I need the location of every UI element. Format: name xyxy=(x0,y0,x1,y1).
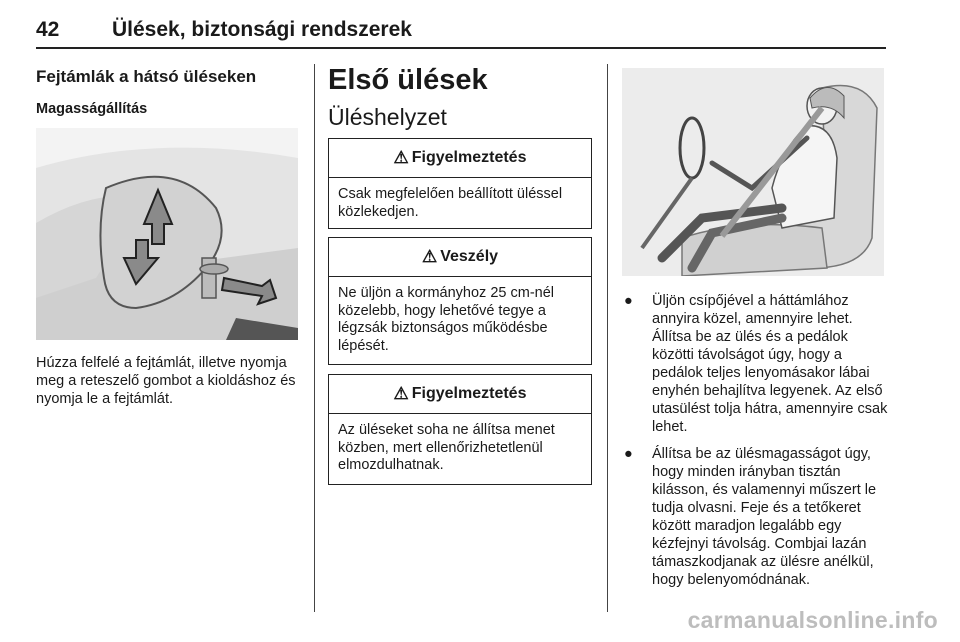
warning-box-2 xyxy=(328,374,592,485)
headrest-illustration xyxy=(36,128,298,340)
column-divider-right xyxy=(607,64,608,612)
seat-position-bullets xyxy=(622,292,888,598)
watermark: carmanualsonline.info xyxy=(687,607,938,633)
warning-box-1-text: Csak megfelelően beállított üléssel közlekedjen. xyxy=(338,186,563,220)
section-title: Fejtámlák a hátsó üléseken xyxy=(36,67,257,86)
warning-triangle-icon: ⚠ xyxy=(393,384,409,403)
subsection-title: Magasságállítás xyxy=(36,101,148,117)
warning-heading-label: Figyelmeztetés xyxy=(411,149,527,166)
list-item-text: Üljön csípőjével a háttámlához annyira közel, amennyire lehet. Állítsa be az ülés és a pedálok közötti távolságot úgy, hogy a pedálok teljes lenyomásakor lábai enyhén behajlítva legyenek. Az első utasülést tolja hátra, amennyire csak lehet. xyxy=(652,293,888,435)
list-item-text: Állítsa be az ülésmagasságot úgy, hogy minden irányban tisztán kilásson, és valamennyi műszert le tudja olvasni. Feje és a tetőkeret között maradjon legalább egy kézfejnyi távolság. Combjai lazán támaszkodjanak az ülésre anélkül, hogy belenyomódnának. xyxy=(652,446,877,588)
front-seats-title: Első ülések xyxy=(328,64,488,96)
bullet-icon: ● xyxy=(624,446,633,462)
header-divider xyxy=(36,47,886,49)
page-title: Ülések, biztonsági rendszerek xyxy=(112,18,412,41)
danger-box-heading xyxy=(329,238,591,277)
danger-heading-label: Veszély xyxy=(440,248,499,265)
danger-box xyxy=(328,237,592,365)
warning-triangle-icon: ⚠ xyxy=(421,247,438,266)
page-number: 42 xyxy=(36,18,60,41)
danger-box-text: Ne üljön a kormányhoz 25 cm-nél közelebb, hogy lehetővé tegye a légzsák biztonságos működésbe lépését. xyxy=(338,285,554,354)
column-divider-left xyxy=(314,64,315,612)
warning-box-1 xyxy=(328,138,592,229)
warning-triangle-icon: ⚠ xyxy=(393,148,409,167)
headrest-instructions: Húzza felfelé a fejtámlát, illetve nyomja meg a reteszelő gombot a kioldáshoz és nyomja le a fejtámlát. xyxy=(36,355,296,407)
warning-box-2-text: Az üléseket soha ne állítsa menet közben, mert ellenőrizhetetlenül elmozdulhatnak. xyxy=(338,422,555,473)
headrest-adjust-image xyxy=(36,128,298,340)
warning-box-2-heading xyxy=(329,375,591,414)
bullet-icon: ● xyxy=(624,293,633,309)
list-item xyxy=(622,445,888,589)
warning-box-1-heading xyxy=(329,139,591,178)
driver-position-illustration xyxy=(622,68,884,276)
list-item xyxy=(622,292,888,436)
warning-heading-label: Figyelmeztetés xyxy=(411,385,527,402)
driver-seating-image xyxy=(622,68,884,276)
seat-position-title: Üléshelyzet xyxy=(328,104,447,130)
